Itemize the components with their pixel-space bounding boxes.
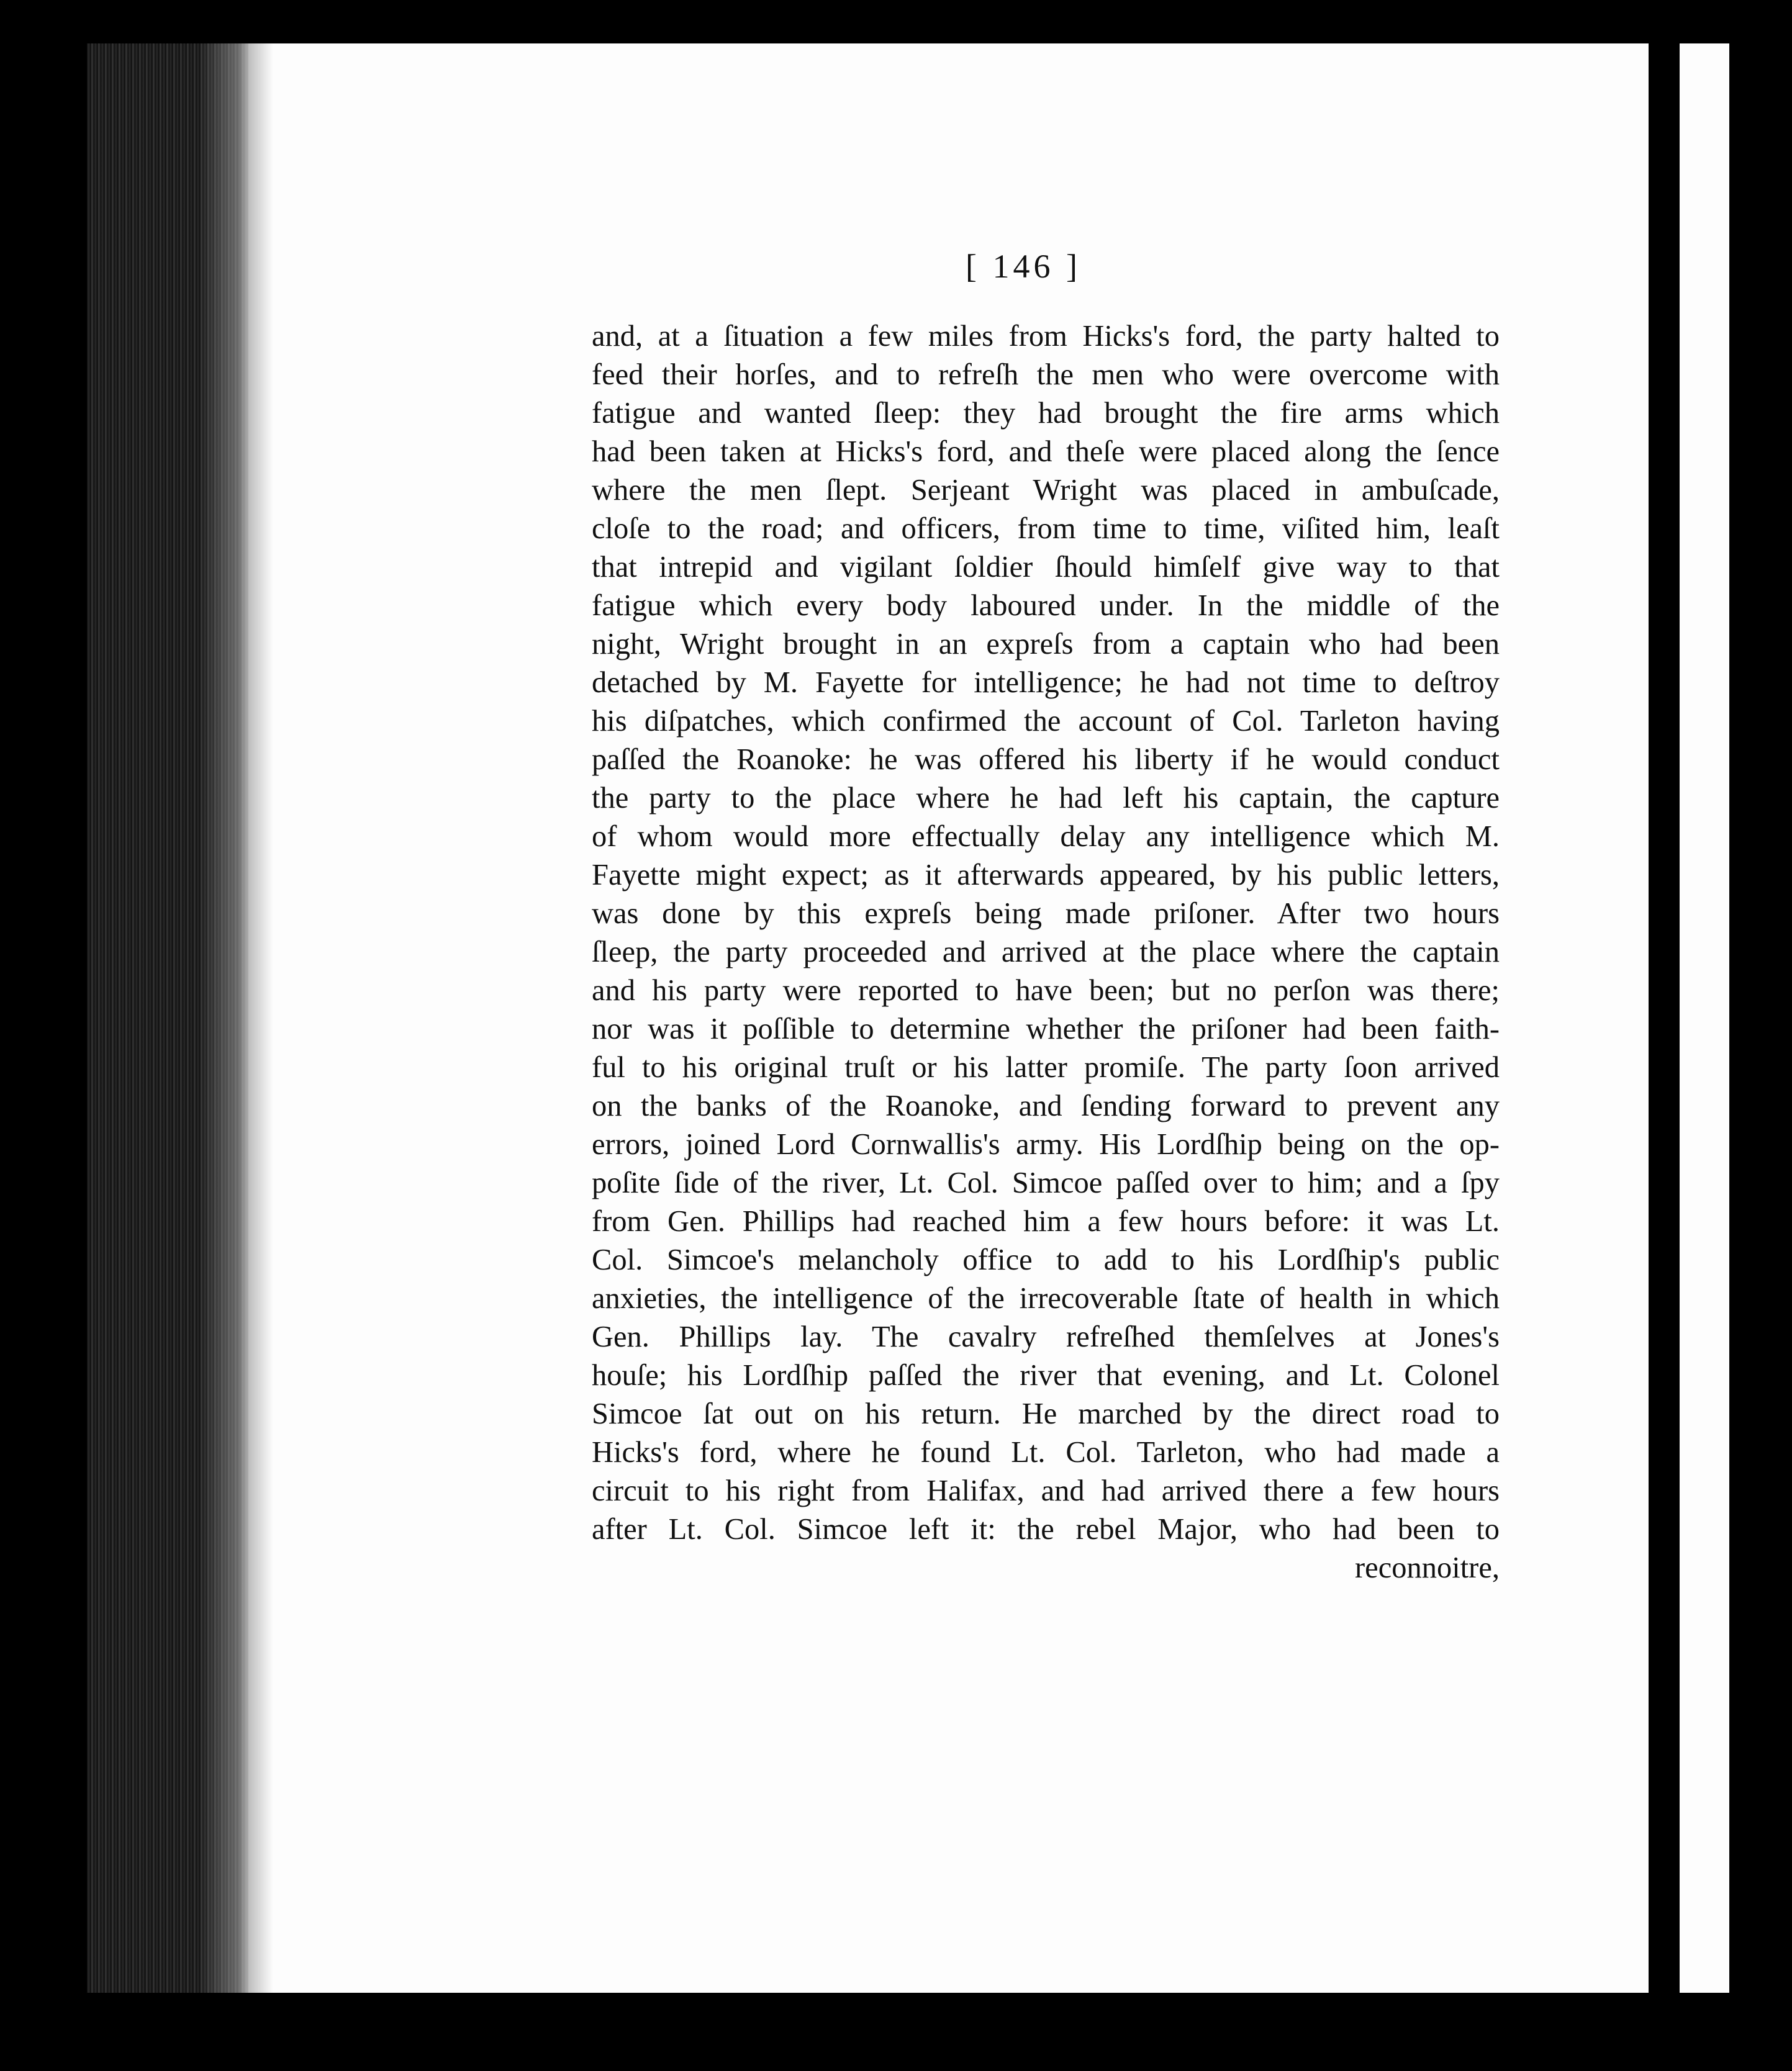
text-line: houſe; his Lordſhip paſſed the river that evening, and Lt. Colonel bbox=[592, 1359, 1500, 1392]
text-line: his diſpatches, which confirmed the account of Col. Tarleton having bbox=[592, 705, 1500, 738]
body-text bbox=[592, 317, 1500, 1587]
text-line: that intrepid and vigilant ſoldier ſhould himſelf give way to that bbox=[592, 551, 1500, 584]
text-line: fatigue which every body laboured under. In the middle of the bbox=[592, 589, 1500, 622]
text-line: on the banks of the Roanoke, and ſending forward to prevent any bbox=[592, 1090, 1500, 1122]
page-number: [ 146 ] bbox=[966, 248, 1081, 285]
text-line: where the men ſlept. Serjeant Wright was placed in ambuſcade, bbox=[592, 474, 1500, 507]
text-line: cloſe to the road; and officers, from time to time, viſited him, leaſt bbox=[592, 512, 1500, 545]
text-line: night, Wright brought in an expreſs from a captain who had been bbox=[592, 628, 1500, 661]
text-line: was done by this expreſs being made priſoner. After two hours bbox=[592, 897, 1500, 930]
text-line: Col. Simcoe's melancholy office to add to his Lordſhip's public bbox=[592, 1243, 1500, 1276]
text-line: and, at a ſituation a few miles from Hicks's ford, the party halted to bbox=[592, 320, 1500, 353]
text-line: Simcoe ſat out on his return. He marched by the direct road to bbox=[592, 1397, 1500, 1430]
facing-page-edge bbox=[1680, 43, 1729, 1993]
page-edge-stack bbox=[87, 43, 255, 1993]
text-line: fatigue and wanted ſleep: they had brought the fire arms which bbox=[592, 397, 1500, 430]
catchword: reconnoitre, bbox=[1355, 1551, 1500, 1584]
text-line: and his party were reported to have been; but no perſon was there; bbox=[592, 974, 1500, 1007]
edge-shadow bbox=[199, 43, 255, 1993]
text-line: nor was it poſſible to determine whether the priſoner had been faith- bbox=[592, 1013, 1500, 1045]
text-line: Fayette might expect; as it afterwards appeared, by his public letters, bbox=[592, 859, 1500, 891]
gutter-shadow bbox=[248, 43, 273, 1993]
text-line: Gen. Phillips lay. The cavalry refreſhed themſelves at Jones's bbox=[592, 1320, 1500, 1353]
text-line: of whom would more effectually delay any intelligence which M. bbox=[592, 820, 1500, 853]
text-line: poſite ſide of the river, Lt. Col. Simcoe paſſed over to him; and a ſpy bbox=[592, 1166, 1500, 1199]
text-line: the party to the place where he had left his captain, the capture bbox=[592, 782, 1500, 814]
text-line: detached by M. Fayette for intelligence; he had not time to deſtroy bbox=[592, 666, 1500, 699]
text-line: after Lt. Col. Simcoe left it: the rebel Major, who had been to bbox=[592, 1513, 1500, 1546]
text-line: anxieties, the intelligence of the irrecoverable ſtate of health in which bbox=[592, 1282, 1500, 1315]
text-line: had been taken at Hicks's ford, and theſe were placed along the ſence bbox=[592, 435, 1500, 468]
text-line: circuit to his right from Halifax, and had arrived there a few hours bbox=[592, 1474, 1500, 1507]
text-line: errors, joined Lord Cornwallis's army. His Lordſhip being on the op- bbox=[592, 1128, 1500, 1161]
text-line: from Gen. Phillips had reached him a few hours before: it was Lt. bbox=[592, 1205, 1500, 1238]
text-line: paſſed the Roanoke: he was offered his liberty if he would conduct bbox=[592, 743, 1500, 776]
text-line: Hicks's ford, where he found Lt. Col. Tarleton, who had made a bbox=[592, 1436, 1500, 1469]
text-line: ful to his original truſt or his latter promiſe. The party ſoon arrived bbox=[592, 1051, 1500, 1084]
text-line: feed their horſes, and to refreſh the men who were overcome with bbox=[592, 358, 1500, 391]
text-line: ſleep, the party proceeded and arrived at the place where the captain bbox=[592, 936, 1500, 968]
